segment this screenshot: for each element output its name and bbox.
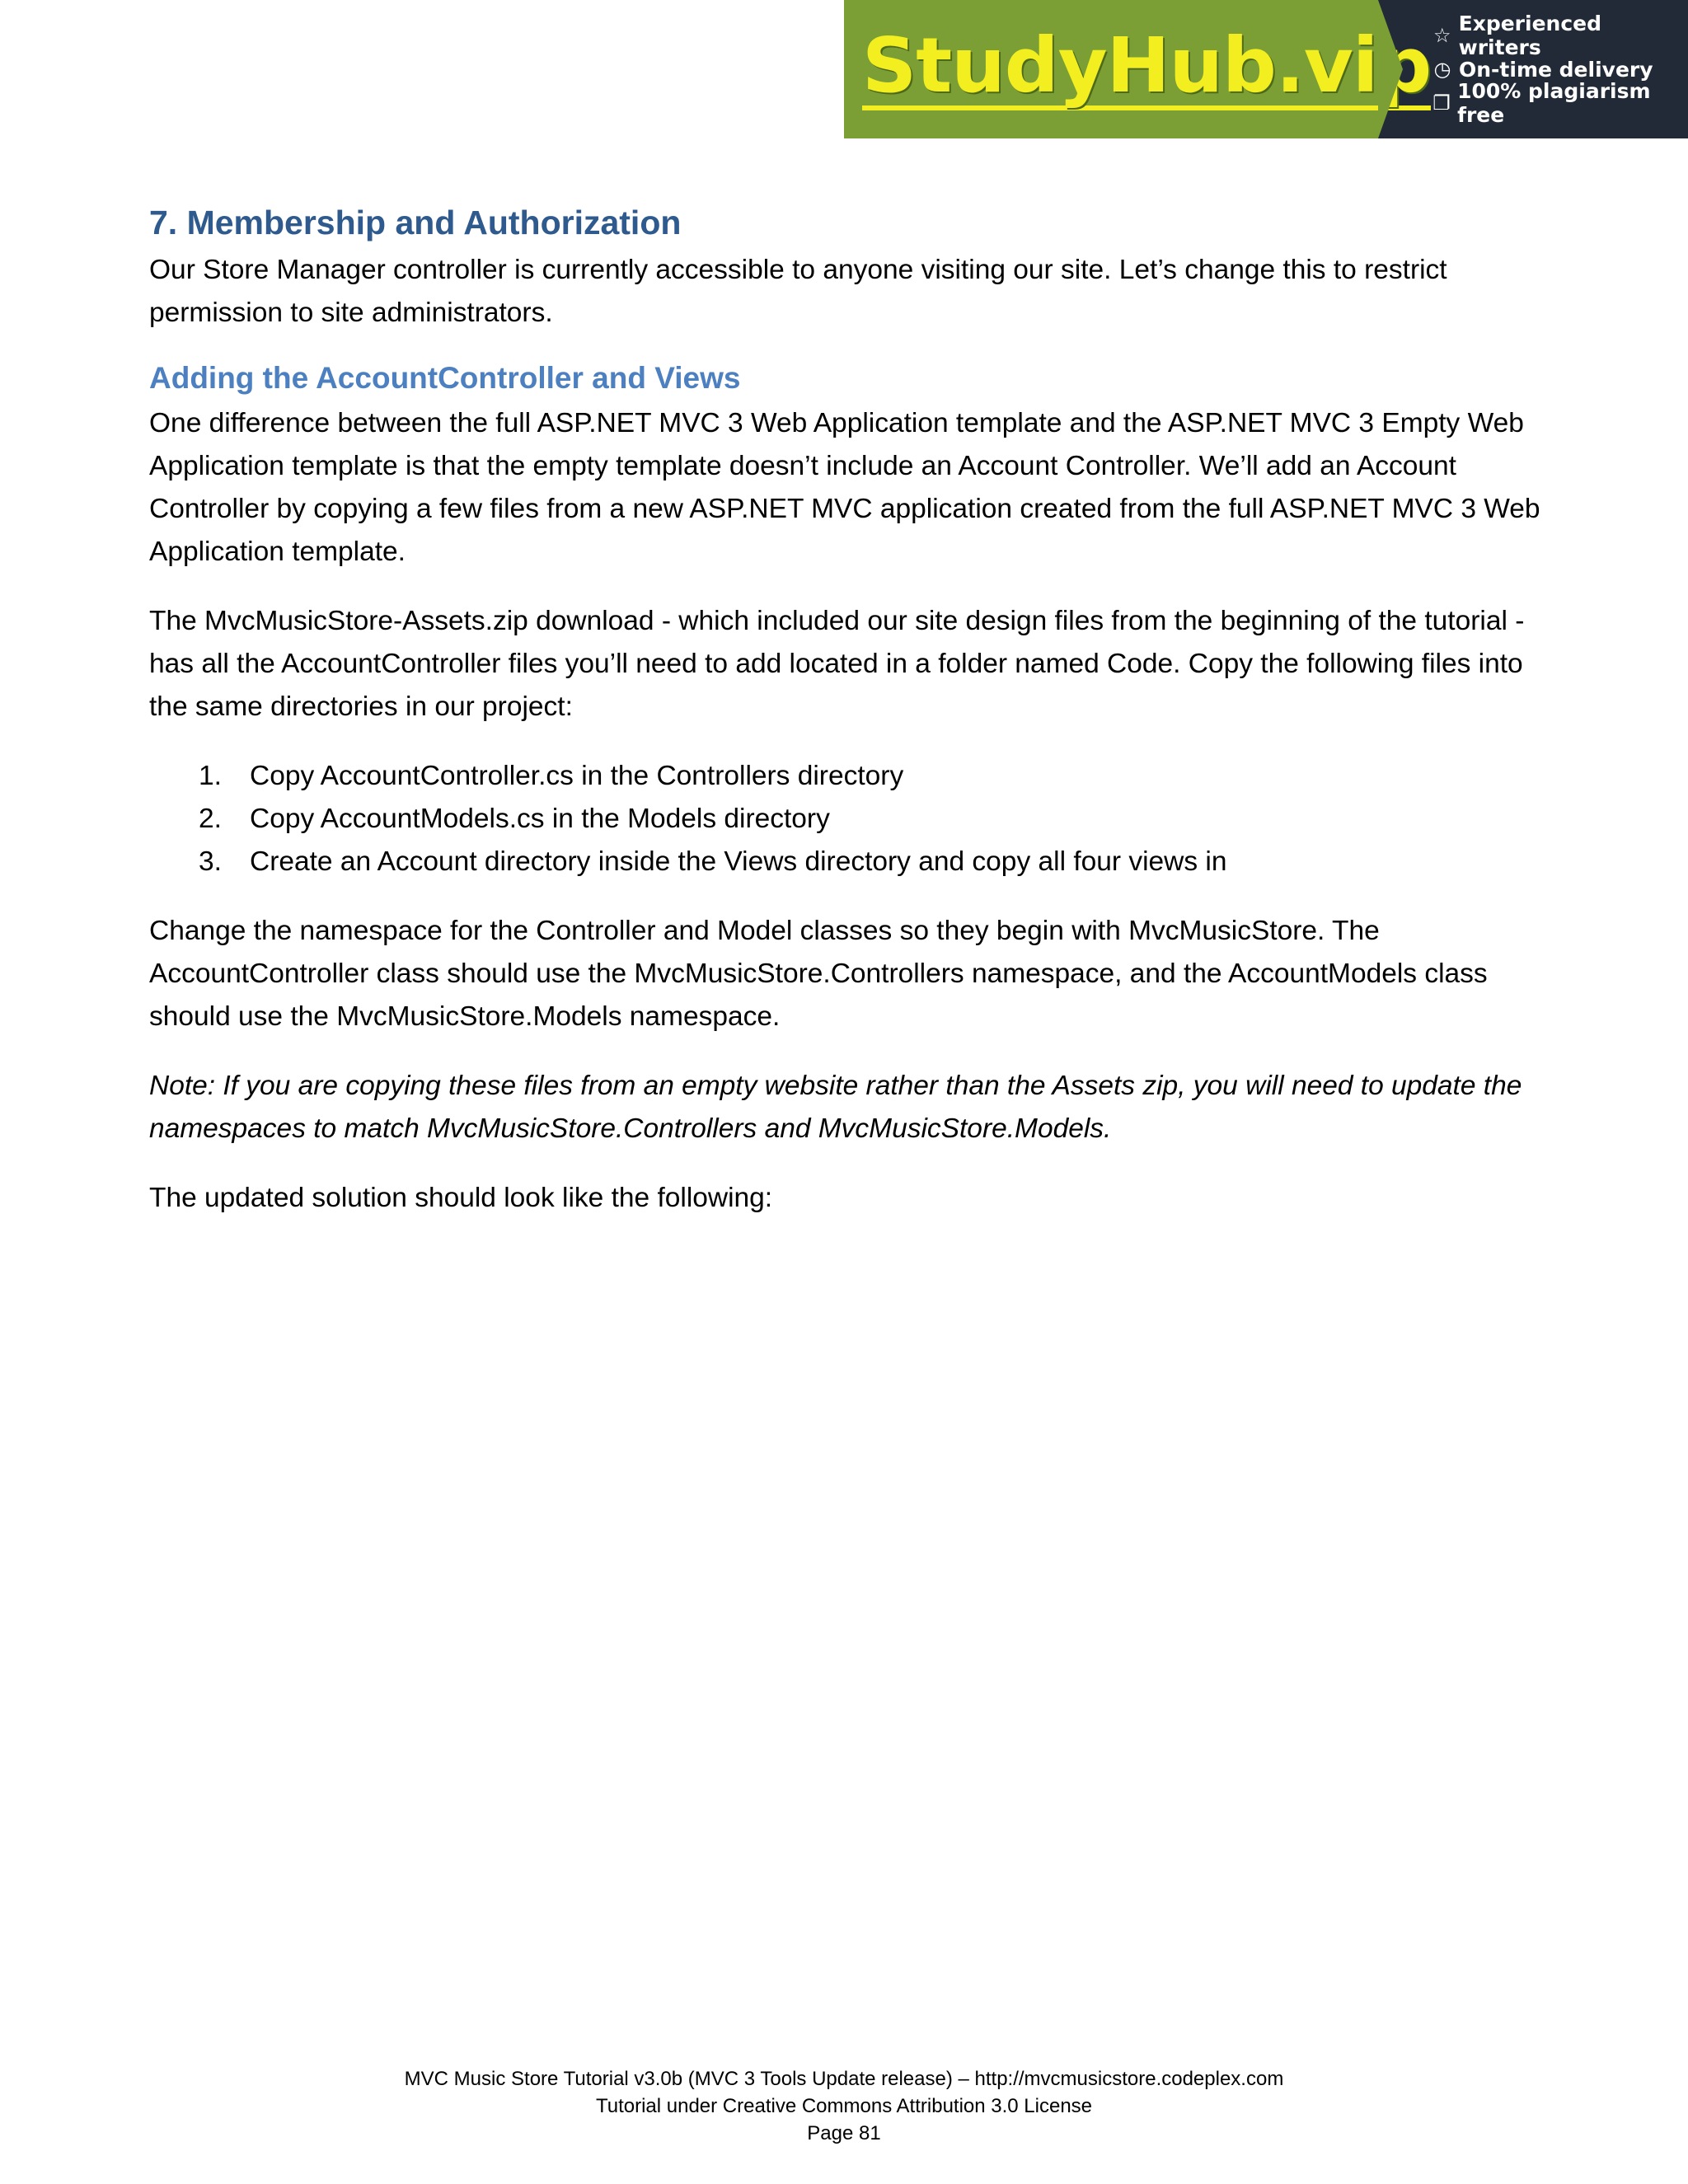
studyhub-banner[interactable] xyxy=(844,0,1688,138)
footer-line-2: Tutorial under Creative Commons Attribution 3.0 License xyxy=(595,2095,1093,2117)
star-icon: ☆ xyxy=(1433,24,1451,47)
feature-label: Experienced writers xyxy=(1458,12,1602,59)
list-item xyxy=(149,755,1550,798)
list-item xyxy=(149,798,1550,841)
feature-experienced-writers xyxy=(1431,12,1688,59)
list-number: 2. xyxy=(199,804,222,834)
list-text: Create an Account directory inside the Views directory and copy all four views in xyxy=(250,846,1227,877)
feature-plagiarism-free xyxy=(1431,79,1688,127)
banner-brand-panel xyxy=(844,0,1432,138)
paragraph-1: One difference between the full ASP.NET MVC 3 Web Application template and the ASP.NET MVC 3 Empty Web Application template is that the empty template doesn’t include an Account Controller. We’ll add an Account Controller by copying a few files from a new ASP.NET MVC application created from the full ASP.NET MVC 3 Web Application template. xyxy=(149,408,1540,567)
note-paragraph: Note: If you are copying these files from an empty website rather than the Assets zip, you will need to update the namespaces to match MvcMusicStore.Controllers and MvcMusicStore.Models. xyxy=(149,1071,1522,1144)
page-number: Page 81 xyxy=(807,2122,881,2144)
list-text: Copy AccountModels.cs in the Models directory xyxy=(250,804,830,834)
paragraph-4: The updated solution should look like the following: xyxy=(149,1183,773,1213)
list-item xyxy=(149,841,1550,883)
list-number: 3. xyxy=(199,846,222,877)
intro-paragraph: Our Store Manager controller is currently accessible to anyone visiting our site. Let’s change this to restrict permission to site administrators. xyxy=(149,255,1447,328)
footer-line-1: MVC Music Store Tutorial v3.0b (MVC 3 Tools Update release) – http://mvcmusicstore.codeplex.com xyxy=(404,2068,1284,2090)
subsection-heading: Adding the AccountController and Views xyxy=(149,361,741,395)
paragraph-3: Change the namespace for the Controller and Model classes so they begin with MvcMusicStore. The AccountController class should use the MvcMusicStore.Controllers namespace, and the AccountModels class should use the MvcMusicStore.Models namespace. xyxy=(149,916,1488,1032)
copy-icon: ❐ xyxy=(1432,91,1451,115)
feature-label: On-time delivery xyxy=(1459,57,1653,82)
steps-list xyxy=(149,755,1550,883)
brand-logo: StudyHub.vip xyxy=(862,21,1432,110)
page-footer xyxy=(0,2065,1688,2147)
document-body xyxy=(149,196,1550,1220)
clock-icon: ◷ xyxy=(1433,58,1451,81)
list-number: 1. xyxy=(199,761,222,791)
section-heading: 7. Membership and Authorization xyxy=(149,204,682,241)
feature-label: 100% plagiarism free xyxy=(1457,79,1651,127)
paragraph-2: The MvcMusicStore-Assets.zip download - which included our site design files from the beginning of the tutorial - has all the AccountController files you’ll need to add located in a folder named Code. Copy the following files into the same directories in our project: xyxy=(149,606,1525,722)
list-text: Copy AccountController.cs in the Controllers directory xyxy=(250,761,904,791)
